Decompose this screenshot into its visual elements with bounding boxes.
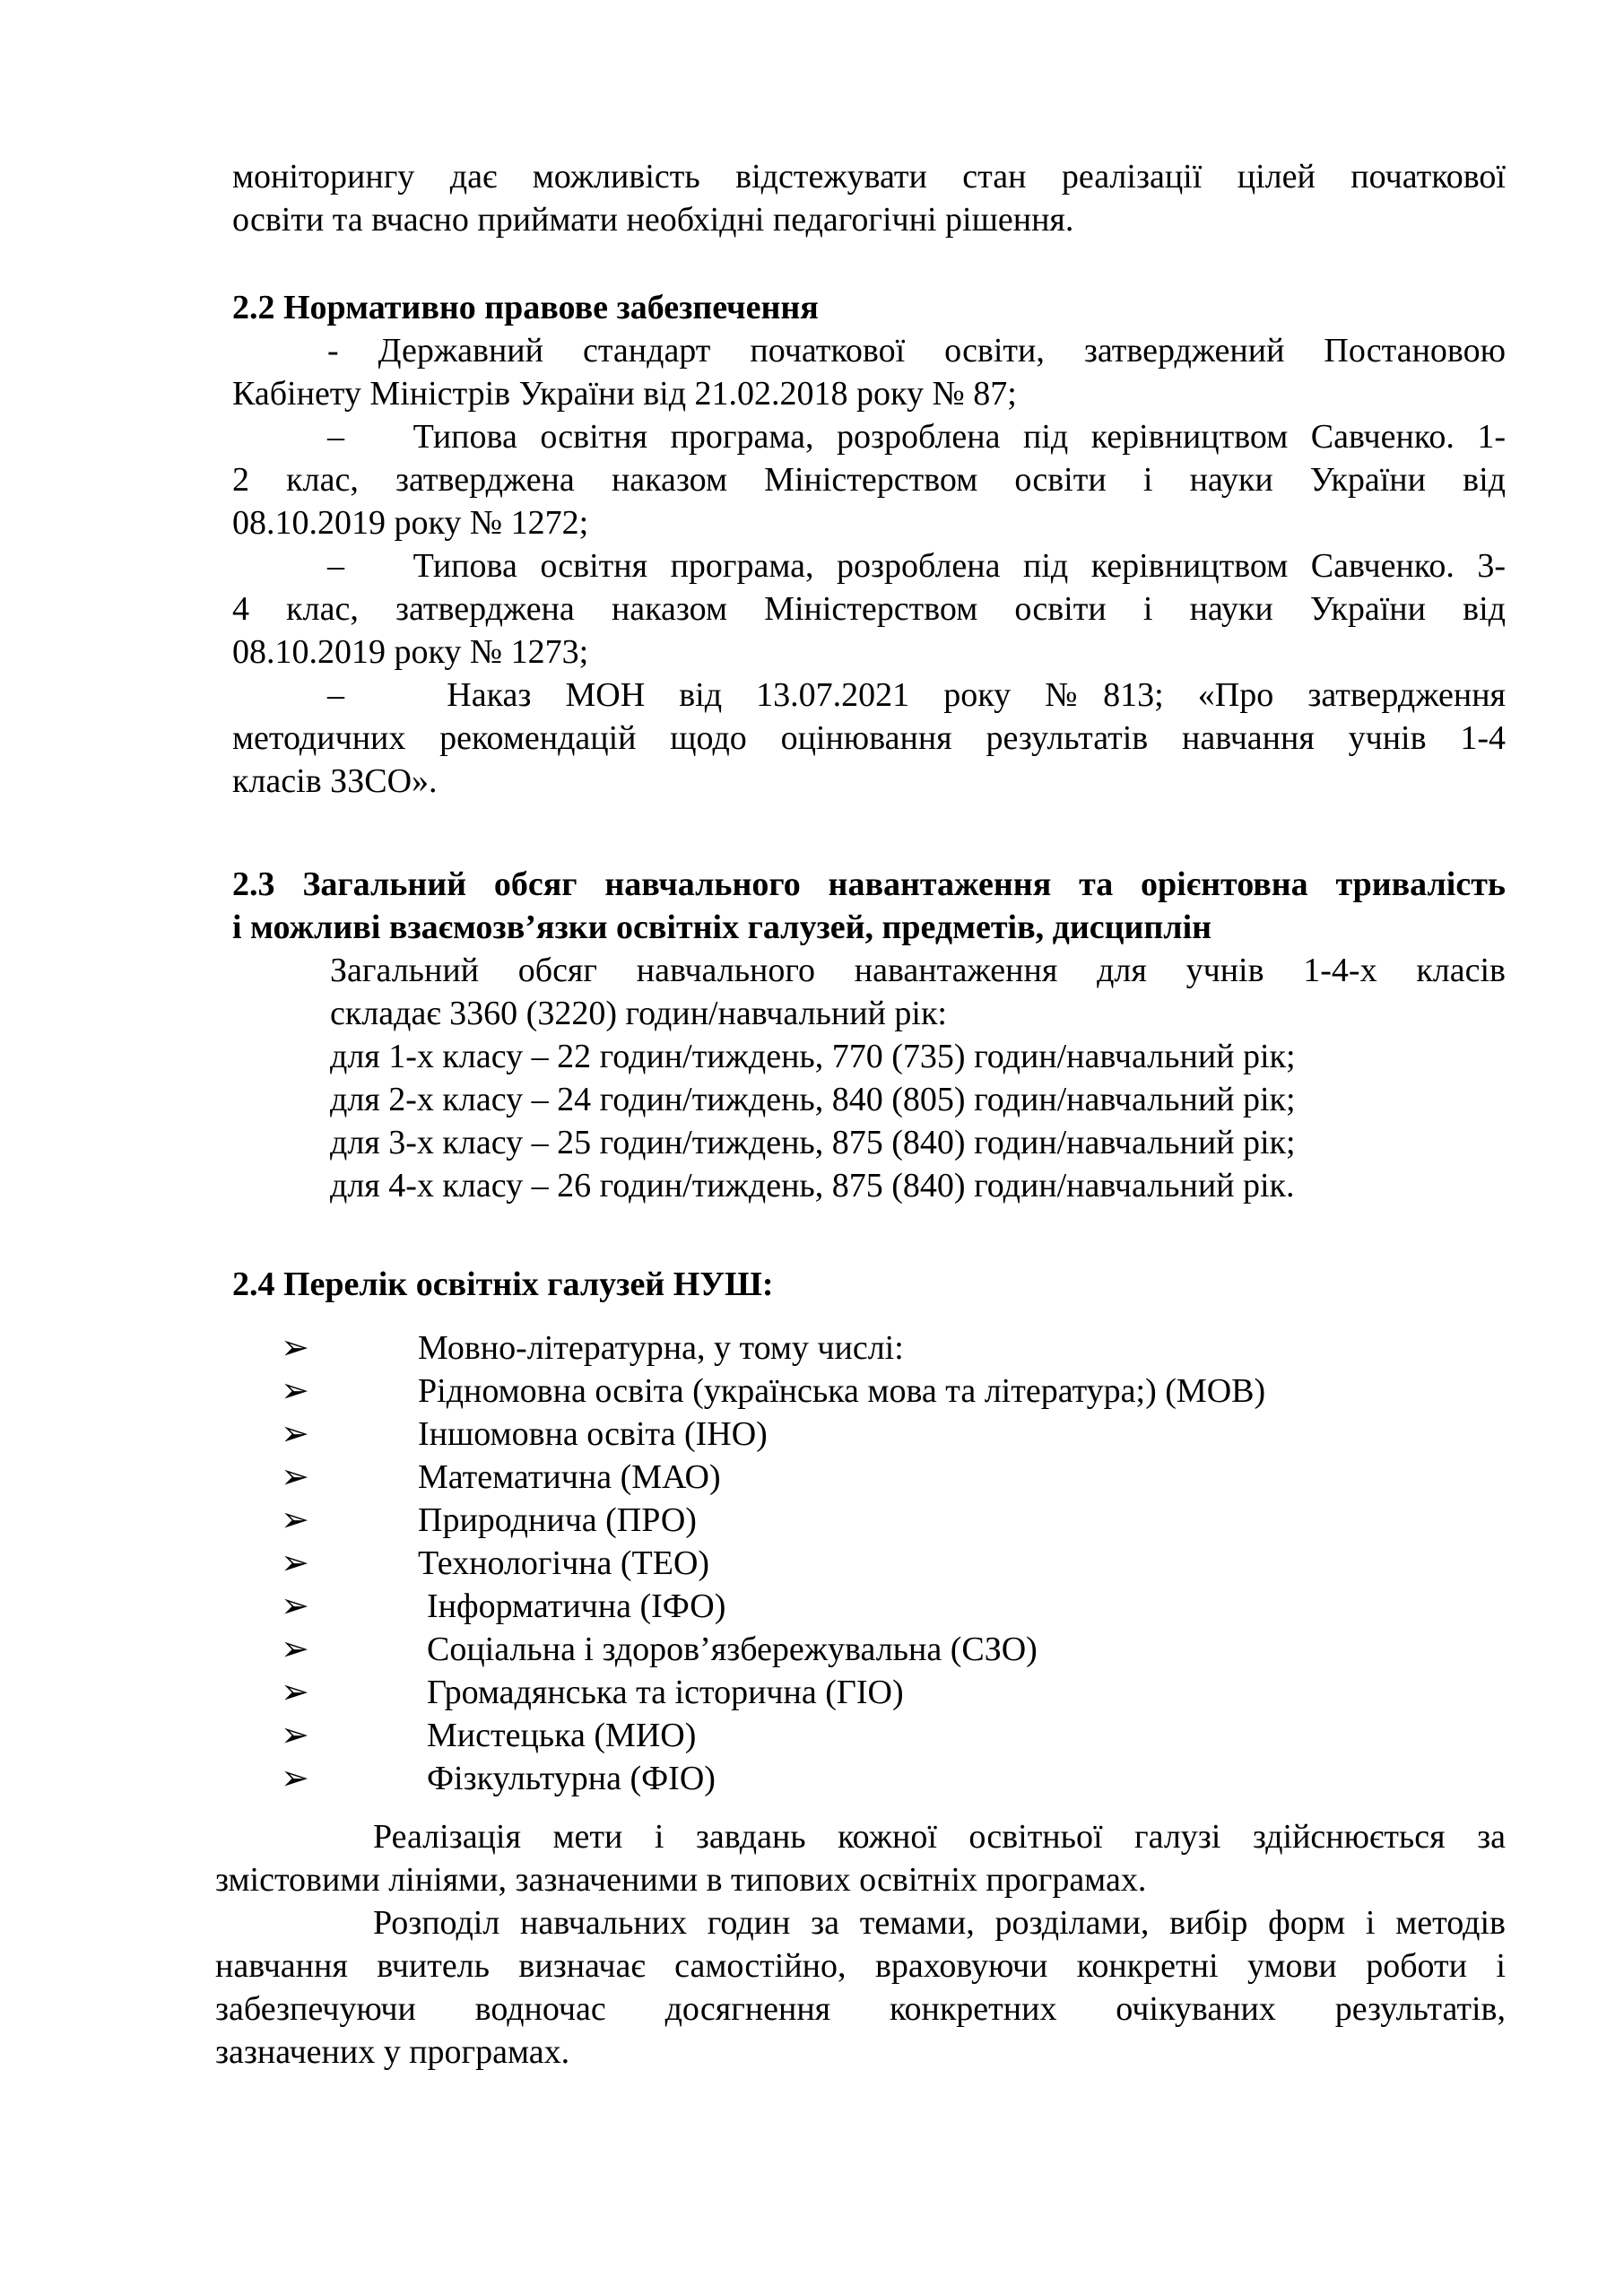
regulation-text: 2 клас, затверджена наказом Міністерством освіти і науки України від	[232, 461, 1506, 499]
dash-marker: –	[327, 676, 344, 714]
arrow-bullet-icon: ➢	[281, 1717, 309, 1754]
intro-line: освіти та вчасно приймати необхідні педагогічні рішення.	[232, 201, 1074, 239]
closing-text: змістовими лініями, зазначеними в типових освітніх програмах.	[215, 1861, 1147, 1899]
closing-paragraph-2	[215, 1901, 1506, 2074]
grade-hours-line: для 2-х класу – 24 годин/тиждень, 840 (805) годин/навчальний рік;	[330, 1081, 1296, 1118]
heading-line: і можливі взаємозв’язки освітніх галузей, предметів, дисциплін	[232, 909, 1212, 946]
list-item-text: Фізкультурна (ФІО)	[427, 1760, 716, 1797]
intro-line: моніторингу дає можливість відстежувати стан реалізації цілей початкової	[232, 158, 1506, 196]
arrow-bullet-icon: ➢	[281, 1415, 309, 1453]
list-item-text: Технологічна (ТЕО)	[418, 1544, 710, 1582]
dash-marker: -	[327, 332, 339, 370]
arrow-bullet-icon: ➢	[281, 1760, 309, 1797]
regulation-text: Кабінету Міністрів України від 21.02.2018 року № 87;	[232, 375, 1017, 413]
regulation-text: Державний стандарт початкової освіти, затверджений Постановою	[378, 332, 1506, 370]
regulation-item	[232, 415, 1506, 544]
closing-text: навчання вчитель визначає самостійно, враховуючи конкретні умови роботи і	[215, 1947, 1506, 1985]
list-item-text: Соціальна і здоров’язбережувальна (СЗО)	[427, 1631, 1038, 1668]
list-item-text: Мистецька (МИО)	[427, 1717, 697, 1754]
regulation-text: класів ЗЗСО».	[232, 762, 438, 800]
regulation-item	[232, 329, 1506, 415]
section-2-2-heading: 2.2 Нормативно правове забезпечення	[232, 289, 819, 326]
grade-hours-line: для 4-х класу – 26 годин/тиждень, 875 (840) годин/навчальний рік.	[330, 1167, 1295, 1205]
section-2-4-heading: 2.4 Перелік освітніх галузей НУШ:	[232, 1265, 774, 1303]
regulation-text: 08.10.2019 року № 1272;	[232, 504, 589, 542]
closing-text: забезпечуючи водночас досягнення конкретних очікуваних результатів,	[215, 1990, 1506, 2028]
arrow-bullet-icon: ➢	[281, 1587, 309, 1625]
arrow-bullet-icon: ➢	[281, 1329, 309, 1367]
intro-paragraph	[232, 155, 1506, 241]
list-item-text: Громадянська та історична (ГІО)	[427, 1674, 904, 1711]
workload-line: Загальний обсяг навчального навантаження для учнів 1-4-х класів	[330, 952, 1506, 989]
dash-marker: –	[327, 547, 344, 585]
arrow-bullet-icon: ➢	[281, 1372, 309, 1410]
regulation-item	[232, 544, 1506, 674]
grade-hours-line: для 3-х класу – 25 годин/тиждень, 875 (840) годин/навчальний рік;	[330, 1124, 1296, 1161]
list-item-text: Інформатична (ІФО)	[427, 1587, 726, 1625]
regulation-text: Наказ МОН від 13.07.2021 року №813; «Про затвердження	[447, 676, 1507, 714]
arrow-bullet-icon: ➢	[281, 1631, 309, 1668]
list-item-text: Рідномовна освіта (українська мова та література;) (МОВ)	[418, 1372, 1266, 1410]
regulation-text: методичних рекомендацій щодо оцінювання результатів навчання учнів 1-4	[232, 719, 1506, 757]
list-item-text: Іншомовна освіта (ІНО)	[418, 1415, 768, 1453]
regulation-text: Типова освітня програма, розроблена під керівництвом Савченко. 3-	[413, 547, 1506, 585]
arrow-bullet-icon: ➢	[281, 1458, 309, 1496]
grade-hours-line: для 1-х класу – 22 годин/тиждень, 770 (735) годин/навчальний рік;	[330, 1038, 1296, 1075]
closing-text: зазначених у програмах.	[215, 2033, 570, 2071]
closing-text: Реалізація мети і завдань кожної освітньої галузі здійснюється за	[373, 1818, 1506, 1856]
list-item-text: Математична (МАО)	[418, 1458, 721, 1496]
workload-line: складає 3360 (3220) годин/навчальний рік:	[330, 995, 947, 1032]
dash-marker: –	[327, 418, 344, 456]
list-item-text: Природнича (ПРО)	[418, 1501, 697, 1539]
arrow-bullet-icon: ➢	[281, 1544, 309, 1582]
regulation-text: 08.10.2019 року № 1273;	[232, 633, 589, 671]
closing-text: Розподіл навчальних годин за темами, розділами, вибір форм і методів	[373, 1904, 1506, 1942]
heading-line: 2.3 Загальний обсяг навчального навантаження та орієнтовна тривалість	[232, 865, 1506, 903]
regulation-text: Типова освітня програма, розроблена під керівництвом Савченко. 1-	[413, 418, 1506, 456]
regulation-item	[232, 674, 1506, 803]
regulation-text: 4 клас, затверджена наказом Міністерством освіти і науки України від	[232, 590, 1506, 628]
arrow-bullet-icon: ➢	[281, 1674, 309, 1711]
section-2-3-heading	[232, 863, 1506, 949]
closing-paragraph-1	[215, 1815, 1506, 1901]
arrow-bullet-icon: ➢	[281, 1501, 309, 1539]
workload-paragraph	[330, 949, 1506, 1207]
list-item-text: Мовно-літературна, у тому числі:	[418, 1329, 904, 1367]
